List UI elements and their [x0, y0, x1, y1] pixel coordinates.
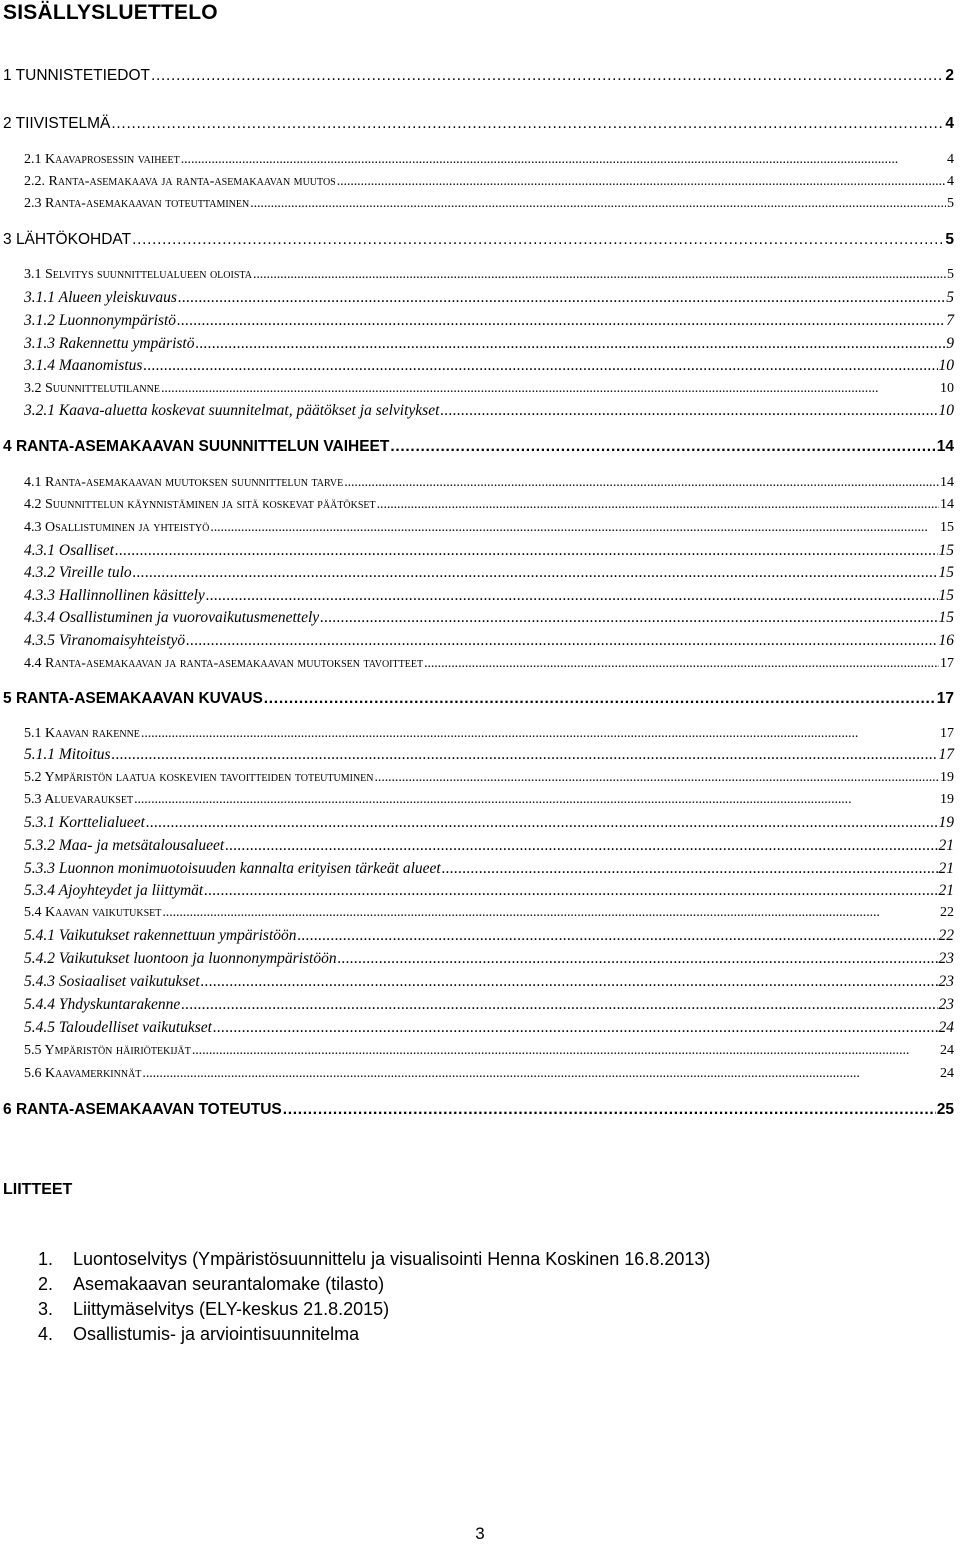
toc-entry-text: Yhdyskuntarakenne [58, 996, 181, 1013]
toc-entry[interactable] [24, 813, 954, 833]
toc-entry-number: 3.1.1 [24, 289, 55, 306]
toc-entry-text: TUNNISTETIEDOT [15, 67, 150, 84]
toc-entry[interactable] [24, 265, 954, 285]
toc-entry-text: TIIVISTELMÄ [15, 115, 111, 132]
toc-entry-text: RANTA-ASEMAKAAVAN KUVAUS [15, 690, 263, 707]
toc-entry[interactable] [24, 356, 954, 376]
toc-entry-number: 4.2 [24, 497, 42, 512]
toc-entry[interactable] [3, 114, 954, 134]
toc-entry[interactable] [24, 768, 954, 788]
toc-entry[interactable] [24, 379, 954, 399]
toc-entry[interactable] [3, 689, 954, 709]
toc-dot-leader [112, 745, 938, 765]
toc-entry-number: 3.1 [24, 267, 42, 282]
toc-entry-label [24, 949, 337, 969]
toc-entry-text: Kaavamerkinnät [45, 1066, 142, 1081]
toc-entry-page: 21 [938, 837, 954, 854]
toc-dot-leader [111, 114, 944, 134]
toc-entry-text: Vaikutukset luontoon ja luonnonympäristöön [58, 950, 337, 967]
toc-entry[interactable] [24, 926, 954, 946]
toc-entry-number: 5.3.2 [24, 837, 55, 854]
toc-entry[interactable] [3, 1100, 954, 1120]
toc-entry-page: 5 [946, 289, 954, 306]
toc-entry[interactable] [24, 518, 954, 538]
toc-entry-text: Maanomistus [58, 357, 143, 374]
toc-entry-number: 2 [3, 115, 12, 132]
toc-entry-text: Osalliset [58, 542, 114, 559]
toc-entry-number: 5.1.1 [24, 746, 55, 763]
toc-entry-label [24, 790, 133, 810]
toc-entry-page: 9 [946, 335, 954, 352]
toc-entry-number: 3.2 [24, 381, 42, 396]
toc-entry-label [24, 518, 209, 538]
appendix-item-number: 4. [38, 1324, 54, 1344]
toc-entry-text: Hallinnollinen käsittely [58, 587, 205, 604]
toc-entry-number: 3.1.3 [24, 335, 55, 352]
toc-entry-number: 5.5 [24, 1043, 42, 1058]
appendix-item-text: Asemakaavan seurantalomake (tilasto) [73, 1274, 385, 1294]
toc-entry-number: 5.4 [24, 905, 42, 920]
toc-entry-number: 4.3.2 [24, 564, 55, 581]
toc-entry-page: 14 [940, 497, 954, 512]
toc-entry-text: Ranta-asemakaavan muutoksen suunnittelun tarve [45, 475, 344, 490]
toc-entry-text: Vireille tulo [58, 564, 132, 581]
toc-entry-page: 5 [945, 231, 954, 248]
toc-entry-page: 15 [940, 520, 954, 535]
toc-entry-label [3, 114, 110, 134]
toc-entry-text: Viranomaisyhteistyö [58, 632, 186, 649]
toc-entry-number: 4.3.3 [24, 587, 55, 604]
toc-entry[interactable] [24, 150, 954, 170]
toc-entry-text: Taloudelliset vaikutukset [58, 1019, 212, 1036]
toc-entry-page: 7 [946, 312, 954, 329]
toc-entry-page: 25 [936, 1101, 954, 1118]
toc-entry-page: 21 [938, 860, 954, 877]
toc-entry-text: Luonnon monimuotoisuuden kannalta erityisen tärkeät alueet [58, 860, 441, 877]
toc-entry-text: Ranta-asemakaava ja ranta-asemakaavan muutos [48, 174, 336, 189]
toc-entry-text: Ympäristön laatua koskevien tavoitteiden toteutuminen [44, 770, 374, 785]
toc-entry-text: Suunnittelutilanne [45, 381, 160, 396]
toc-entry-text: Ranta-asemakaavan ja ranta-asemakaavan muutoksen tavoitteet [45, 656, 424, 671]
toc-entry-label [3, 66, 150, 86]
toc-entry-label [24, 586, 205, 606]
toc-entry-page: 17 [940, 656, 954, 671]
toc-entry-page: 19 [938, 814, 954, 831]
toc-entry-text: Ranta-asemakaavan toteuttaminen [45, 196, 250, 211]
toc-entry-number: 5.3.3 [24, 860, 55, 877]
toc-entry-label [24, 1041, 191, 1061]
toc-entry-number: 4.1 [24, 475, 42, 490]
toc-entry-page: 22 [938, 927, 954, 944]
toc-entry-page: 4 [947, 152, 954, 167]
toc-dot-leader [162, 903, 939, 923]
toc-entry-number: 6 [3, 1101, 12, 1118]
toc-dot-leader [161, 379, 939, 399]
toc-entry[interactable] [24, 311, 954, 331]
toc-entry-number: 4.3.5 [24, 632, 55, 649]
toc-entry-page: 10 [938, 402, 954, 419]
toc-entry-text: RANTA-ASEMAKAAVAN TOTEUTUS [15, 1101, 282, 1118]
toc-entry-label [3, 689, 263, 709]
toc-entry-text: Kaavan rakenne [45, 726, 140, 741]
toc-entry-number: 3.2.1 [24, 402, 55, 419]
toc-entry[interactable] [24, 541, 954, 561]
toc-entry-page: 4 [947, 174, 954, 189]
toc-entry-label [24, 903, 161, 923]
toc-entry-page: 16 [938, 632, 954, 649]
toc-entry-page: 17 [940, 726, 954, 741]
toc-entry-label [24, 836, 224, 856]
toc-entry-label [24, 541, 114, 561]
toc-entry-label [24, 356, 142, 376]
toc-entry-page: 24 [938, 1019, 954, 1036]
toc-entry-text: Mitoitus [58, 746, 111, 763]
toc-dot-leader [253, 265, 946, 285]
toc-entry-text: Kaavaprosessin vaiheet [45, 152, 180, 167]
toc-entry-label [24, 495, 376, 515]
toc-dot-leader [206, 586, 938, 606]
toc-entry[interactable] [24, 631, 954, 651]
toc-dot-leader [390, 437, 935, 457]
toc-dot-leader [210, 518, 939, 538]
toc-entry-label [24, 311, 176, 331]
toc-entry-text: Kaavan vaikutukset [45, 905, 162, 920]
toc-entry[interactable] [24, 586, 954, 606]
toc-entry-number: 1 [3, 67, 12, 84]
toc-entry-label [3, 1100, 282, 1120]
toc-entry-label [24, 288, 177, 308]
toc-dot-leader [344, 473, 939, 493]
toc-entry-label [24, 881, 203, 901]
toc-entry-text: Luonnonympäristö [58, 312, 176, 329]
toc-entry-label [24, 724, 140, 744]
appendix-item-text: Osallistumis- ja arviointisuunnitelma [73, 1324, 360, 1344]
toc-entry[interactable] [3, 230, 954, 250]
toc-entry-page: 5 [947, 267, 954, 282]
toc-dot-leader [298, 926, 938, 946]
toc-dot-leader [151, 66, 944, 86]
toc-entry-page: 17 [936, 690, 954, 707]
toc-entry-page: 24 [940, 1043, 954, 1058]
toc-dot-leader [195, 334, 945, 354]
toc-entry-page: 23 [938, 973, 954, 990]
toc-entry-label [24, 401, 439, 421]
toc-entry[interactable] [24, 1018, 954, 1038]
toc-entry[interactable] [24, 724, 954, 744]
toc-entry-page: 24 [940, 1066, 954, 1081]
toc-entry-label [24, 265, 252, 285]
toc-entry[interactable] [24, 949, 954, 969]
toc-entry-page: 23 [938, 996, 954, 1013]
toc-entry-page: 14 [936, 438, 954, 455]
toc-entry-label [24, 768, 374, 788]
toc-entry[interactable] [24, 654, 954, 674]
toc-entry-label [24, 859, 441, 879]
toc-dot-leader [250, 194, 946, 214]
toc-entry[interactable] [24, 859, 954, 879]
toc-entry-number: 5.4.5 [24, 1019, 55, 1036]
toc-entry-number: 2.3 [24, 196, 42, 211]
toc-entry-page: 19 [940, 770, 954, 785]
toc-entry-page: 5 [947, 196, 954, 211]
toc-entry[interactable] [24, 790, 954, 810]
toc-entry[interactable] [24, 903, 954, 923]
toc-dot-leader [225, 836, 937, 856]
toc-entry-page: 19 [940, 792, 954, 807]
appendix-title: LIITTEET [3, 1181, 73, 1198]
appendix-item-number: 1. [38, 1249, 54, 1269]
toc-dot-leader [213, 1018, 938, 1038]
toc-dot-leader [177, 311, 945, 331]
toc-entry[interactable] [24, 473, 954, 493]
toc-entry-text: RANTA-ASEMAKAAVAN SUUNNITTELUN VAIHEET [15, 438, 390, 455]
toc-entry-number: 5.2 [24, 770, 42, 785]
toc-entry-label [24, 379, 160, 399]
toc-entry-text: Sosiaaliset vaikutukset [58, 973, 200, 990]
toc-entry-page: 15 [938, 542, 954, 559]
toc-entry[interactable] [24, 995, 954, 1015]
toc-dot-leader [142, 1064, 939, 1084]
toc-dot-leader [375, 768, 939, 788]
toc-entry-text: Osallistuminen ja yhteistyö [45, 520, 210, 535]
toc-entry-text: Alueen yleiskuvaus [58, 289, 177, 306]
toc-entry[interactable] [24, 1064, 954, 1084]
toc-entry-label [24, 334, 194, 354]
toc-entry-page: 15 [938, 564, 954, 581]
toc-entry-number: 5.4.1 [24, 927, 55, 944]
toc-entry[interactable] [24, 194, 954, 214]
toc-entry-page: 17 [938, 746, 954, 763]
appendix-item-text: Liittymäselvitys (ELY-keskus 21.8.2015) [73, 1299, 390, 1319]
toc-entry-number: 5.3.1 [24, 814, 55, 831]
toc-entry-number: 4.3.4 [24, 609, 55, 626]
toc-entry-text: Rakennettu ympäristö [58, 335, 195, 352]
toc-entry-page: 14 [940, 475, 954, 490]
toc-dot-leader [186, 631, 937, 651]
toc-entry-page: 22 [940, 905, 954, 920]
toc-entry-number: 3.1.4 [24, 357, 55, 374]
toc-entry-label [24, 654, 423, 674]
toc-dot-leader [141, 724, 939, 744]
toc-entry-label [24, 608, 319, 628]
toc-dot-leader [320, 608, 937, 628]
toc-entry-text: Kaava-aluetta koskevat suunnitelmat, päätökset ja selvitykset [58, 402, 440, 419]
toc-entry[interactable] [3, 437, 954, 457]
toc-entry-number: 4 [3, 438, 12, 455]
toc-entry-number: 5.3 [24, 792, 42, 807]
toc-dot-leader [132, 230, 944, 250]
toc-entry-text: Aluevaraukset [44, 792, 134, 807]
toc-entry-page: 4 [945, 115, 954, 132]
toc-entry-label [3, 230, 131, 250]
toc-entry[interactable] [24, 334, 954, 354]
toc-dot-leader [134, 790, 939, 810]
toc-entry-label [24, 1064, 141, 1084]
toc-entry-number: 3.1.2 [24, 312, 55, 329]
appendix-item-number: 2. [38, 1274, 54, 1294]
toc-entry-label [24, 563, 132, 583]
toc-entry-page: 2 [945, 67, 954, 84]
toc-dot-leader [181, 995, 937, 1015]
toc-entry-text: Maa- ja metsätalousalueet [58, 837, 225, 854]
toc-dot-leader [440, 401, 937, 421]
toc-entry-label [24, 150, 180, 170]
toc-dot-leader [264, 689, 936, 709]
toc-dot-leader [181, 150, 946, 170]
toc-dot-leader [337, 172, 946, 192]
toc-entry[interactable] [24, 608, 954, 628]
toc-entry-number: 5.4.3 [24, 973, 55, 990]
toc-entry-label [24, 972, 200, 992]
toc-entry[interactable] [24, 563, 954, 583]
toc-entry[interactable] [24, 836, 954, 856]
toc-entry-text: Vaikutukset rakennettuun ympäristöön [58, 927, 297, 944]
toc-dot-leader [143, 356, 937, 376]
toc-entry-page: 10 [940, 381, 954, 396]
toc-entry-label [3, 437, 389, 457]
toc-entry-page: 15 [938, 609, 954, 626]
toc-entry-text: Suunnittelun käynnistäminen ja sitä koskevat päätökset [45, 497, 376, 512]
toc-entry-number: 5.4.4 [24, 996, 55, 1013]
toc-dot-leader [424, 654, 939, 674]
toc-entry-text: Ympäristön häiriötekijät [44, 1043, 191, 1058]
toc-entry-number: 2.1 [24, 152, 42, 167]
toc-entry-page: 23 [938, 950, 954, 967]
toc-entry-number: 5.6 [24, 1066, 42, 1081]
toc-entry-text: Selvitys suunnittelualueen oloista [45, 267, 252, 282]
toc-entry-label [24, 194, 249, 214]
toc-entry-number: 3 [3, 231, 12, 248]
toc-dot-leader [283, 1100, 936, 1120]
toc-entry-number: 5.1 [24, 726, 42, 741]
appendix-item-text: Luontoselvitys (Ympäristösuunnittelu ja visualisointi Henna Koskinen 16.8.2013) [73, 1249, 711, 1269]
toc-entry[interactable] [24, 745, 954, 765]
toc-entry[interactable] [24, 401, 954, 421]
toc-dot-leader [133, 563, 938, 583]
toc-dot-leader [442, 859, 938, 879]
toc-entry-text: Ajoyhteydet ja liittymät [58, 882, 204, 899]
toc-entry-number: 2.2. [24, 174, 45, 189]
toc-dot-leader [115, 541, 938, 561]
toc-entry-number: 4.4 [24, 656, 42, 671]
toc-dot-leader [178, 288, 945, 308]
toc-entry-page: 10 [938, 357, 954, 374]
toc-entry-text: LÄHTÖKOHDAT [15, 231, 132, 248]
toc-entry-number: 5.4.2 [24, 950, 55, 967]
toc-entry-label [24, 745, 111, 765]
toc-entry-page: 21 [938, 882, 954, 899]
toc-entry-number: 5 [3, 690, 12, 707]
appendix-item-number: 3. [38, 1299, 54, 1319]
toc-entry[interactable] [24, 972, 954, 992]
toc-entry-text: Osallistuminen ja vuorovaikutusmenettely [58, 609, 320, 626]
toc-dot-leader [338, 949, 938, 969]
toc-entry-label [24, 926, 297, 946]
toc-entry[interactable] [24, 288, 954, 308]
toc-entry-label [24, 1018, 212, 1038]
page-title: SISÄLLYSLUETTELO [3, 1, 218, 24]
toc-entry-label [24, 813, 145, 833]
toc-dot-leader [204, 881, 937, 901]
toc-entry-number: 4.3.1 [24, 542, 55, 559]
toc-entry[interactable] [24, 495, 954, 515]
toc-entry[interactable] [3, 66, 954, 86]
toc-entry-number: 5.3.4 [24, 882, 55, 899]
toc-entry-number: 4.3 [24, 520, 42, 535]
toc-entry-label [24, 473, 343, 493]
toc-entry[interactable] [24, 881, 954, 901]
toc-dot-leader [192, 1041, 939, 1061]
toc-dot-leader [146, 813, 938, 833]
toc-entry-label [24, 631, 185, 651]
toc-entry-text: Korttelialueet [58, 814, 145, 831]
toc-entry-label [24, 172, 336, 192]
page-number: 3 [475, 1524, 485, 1543]
toc-entry[interactable] [24, 172, 954, 192]
toc-dot-leader [377, 495, 939, 515]
toc-entry-label [24, 995, 180, 1015]
toc-entry-page: 15 [938, 587, 954, 604]
toc-dot-leader [201, 972, 938, 992]
toc-entry[interactable] [24, 1041, 954, 1061]
